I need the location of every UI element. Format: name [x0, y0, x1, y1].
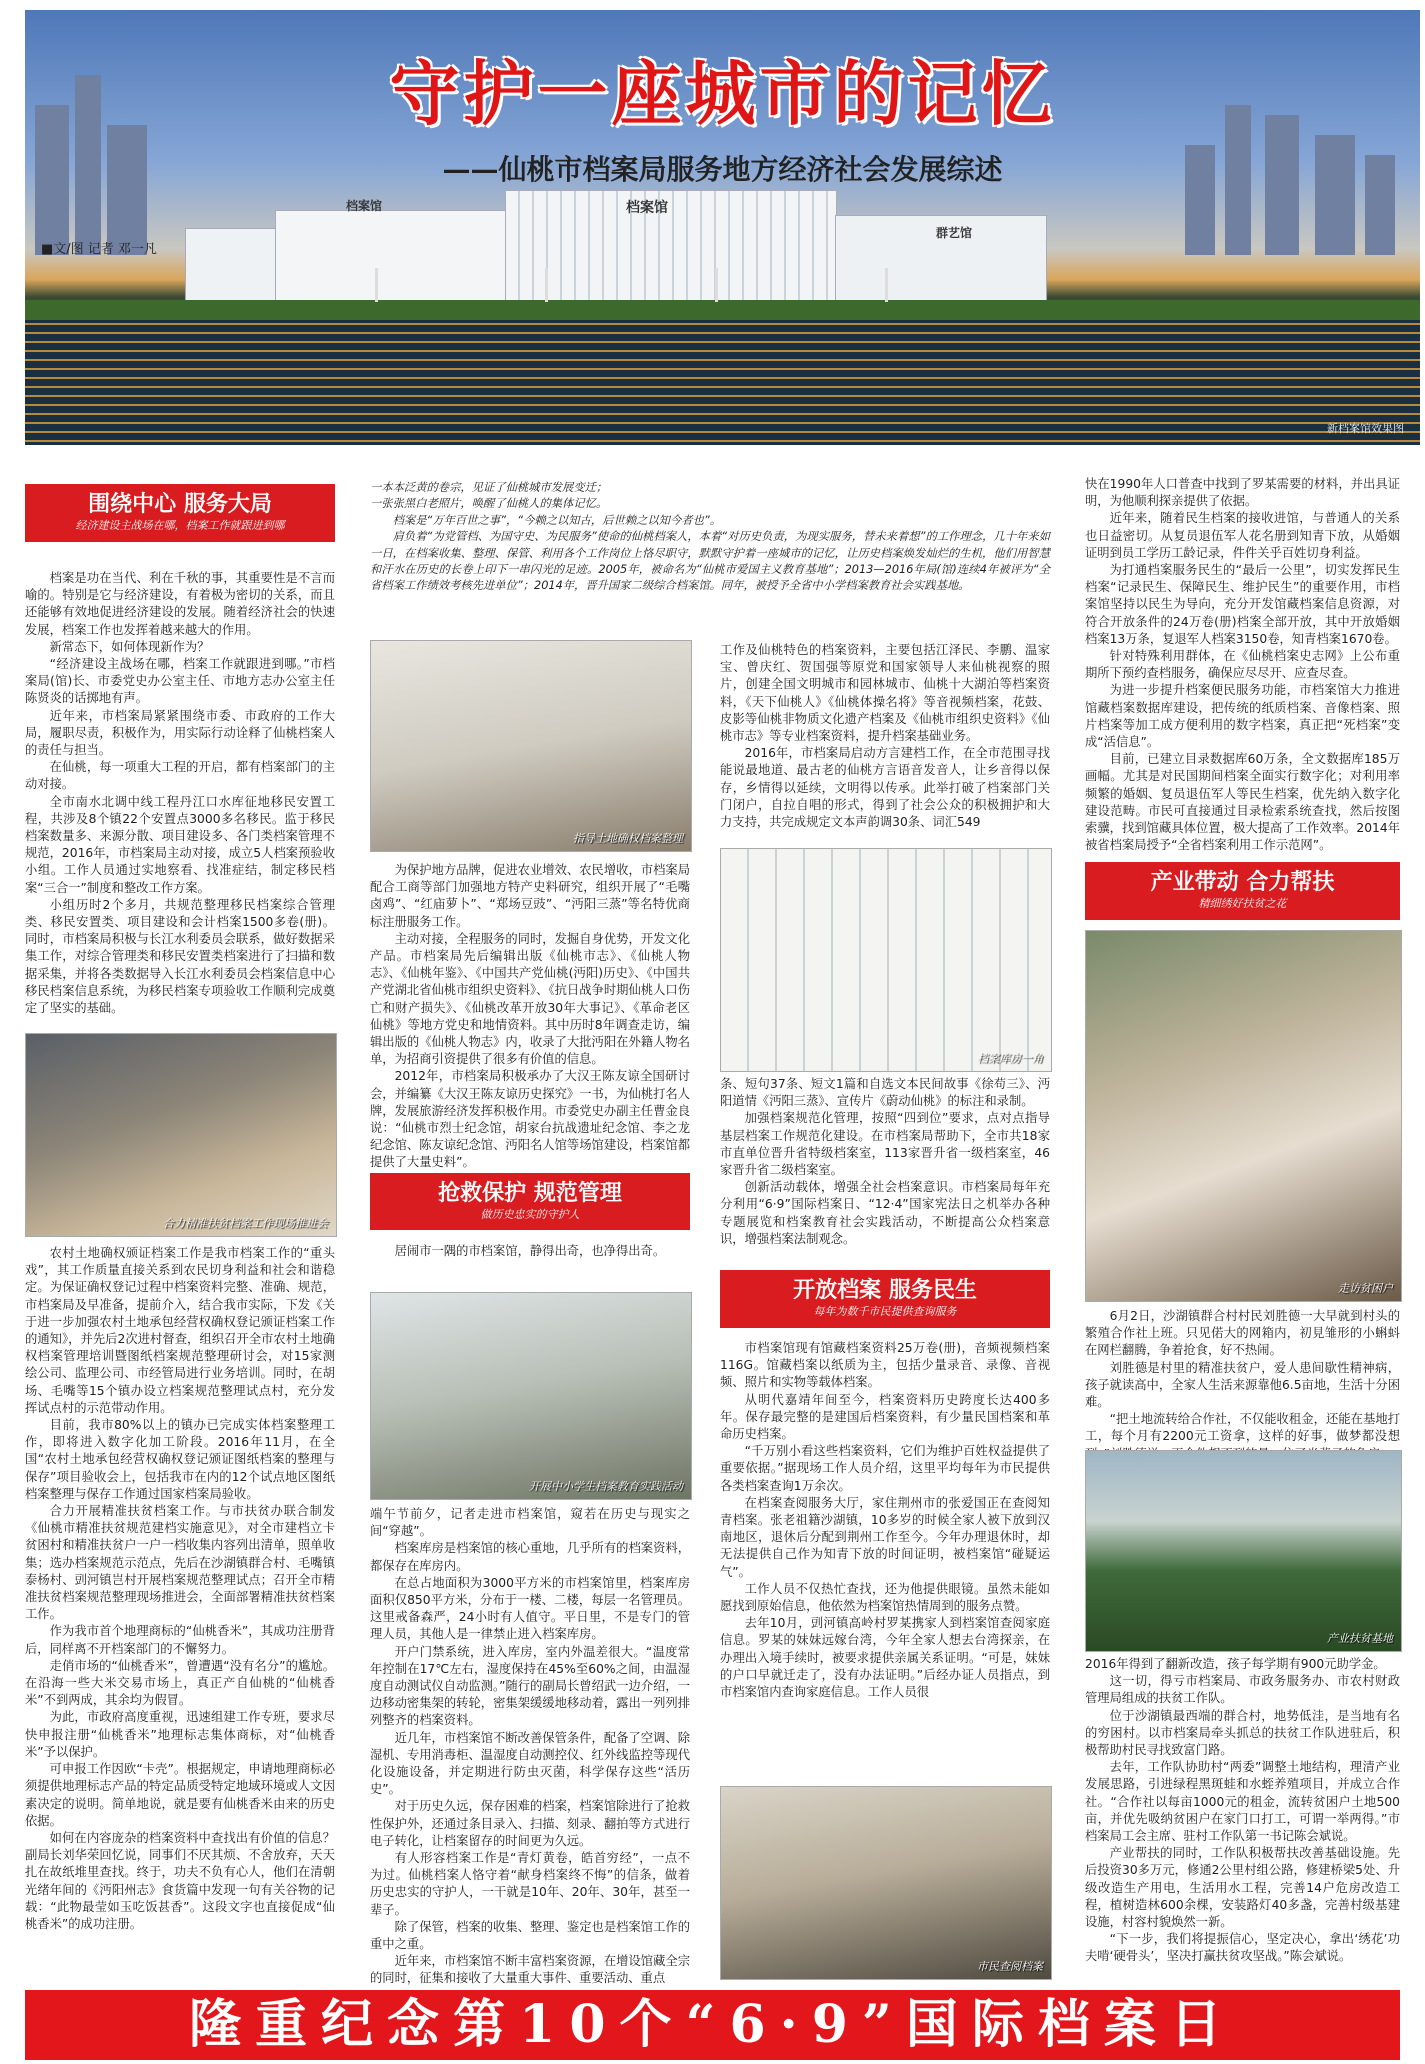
photo-caption: 开展中小学生档案教育实践活动 — [529, 1480, 683, 1493]
section-title: 抢救保护 规范管理 — [438, 1180, 622, 1206]
page-title: 守护一座城市的记忆 — [389, 52, 1056, 135]
paragraph: 这一切，得亏市档案局、市政务服务办、市农村财政管理局组成的扶贫工作队。 — [1085, 1674, 1400, 1706]
article-column-1b — [25, 1245, 335, 1975]
building-sign-main: 档案馆 — [626, 200, 668, 216]
paragraph: 在仙桃，每一项重大工程的开启，都有档案部门的主动对接。 — [25, 760, 335, 792]
photo-caption: 产业扶贫基地 — [1327, 1632, 1393, 1645]
intro-text — [370, 480, 1050, 630]
photo-caption: 市民查阅档案 — [977, 1960, 1043, 1973]
paragraph: 为保护地方品牌，促进农业增效、农民增收，市档案局配合工商等部门加强地方特产史料研究，组织开展了“毛嘴卤鸡”、“红庙萝卜”、“郑场豆豉”、“沔阳三蒸”等名特优商标注册服务工作。 — [370, 863, 690, 929]
section-header-center — [25, 484, 335, 542]
section-title: 产业带动 合力帮扶 — [1150, 869, 1335, 895]
paragraph: “千万别小看这些档案资料，它们为维护百姓权益提供了重要依据。”据现场工作人员介绍，这里平均每年为市民提供各类档案查询1万余次。 — [720, 1444, 1050, 1493]
photo-citizen-query — [720, 1786, 1052, 1980]
paragraph: 在档案查阅服务大厅，家住荆州市的张爱国正在查阅知青档案。张老祖籍沙湖镇，10多岁的时候全家人被下放到汉南地区，退休后分配到荆州工作至今。今年办理退休时，却无法提供自己作为知青下放的时间证明，被档案馆“碰疑运气”。 — [720, 1495, 1050, 1579]
lawn — [25, 300, 1420, 322]
paragraph: 去年10月，剅河镇高岭村罗某携家人到档案馆查阅家庭信息。罗某的妹妹远嫁台湾，今年全家人想去台湾探亲，在办理出入境手续时，被要求提供亲属关系证明。“可是，妹妹的户口早就迁走了，没有办法证明。”后经办证人员指点，到市档案馆内查询家庭信息。工作人员很 — [720, 1616, 1050, 1700]
section-header-rescue — [370, 1173, 690, 1230]
paragraph: 去年，工作队协助村“两委”调整土地结构，理清产业发展思路，引进绿程黑斑蛙和水蛭养殖项目，并成立合作社。“合作社以每亩1000元的租金，流转贫困户土地500亩，并优先吸纳贫困户在家门口打工，可谓一举两得。”市档案局工会主席、驻村工作队第一书记陈会斌说。 — [1085, 1760, 1400, 1844]
street-lamp — [885, 268, 888, 302]
paragraph: 新常态下，如何体现新作为？ — [49, 639, 210, 654]
building-left — [275, 199, 507, 308]
paragraph: 2016年得到了翻新改造，孩子每学期有900元助学金。 — [1085, 1657, 1386, 1671]
paragraph: 从明代嘉靖年间至今，档案资料历史跨度长达400多年。保存最完整的是建国后档案资料，有少量民国档案和革命历史档案。 — [720, 1392, 1050, 1442]
paragraph: “经济建设主战场在哪，档案工作就跟进到哪。”市档案局(馆)长、市委党史办公室主任、市地方志办公室主任陈贤炎的话掷地有声。 — [25, 657, 335, 706]
footer-banner: 隆重纪念第10个“6·9”国际档案日 — [25, 1990, 1400, 2060]
paragraph: 可申报工作因欧“卡壳”。根据规定，申请地理商标必须提供地理标志产品的特定品质受特定地域环境或人文因素决定的说明。简单地说，就是要有仙桃香米由来的历史依据。 — [25, 1762, 335, 1828]
article-column-4c — [1085, 1656, 1400, 1976]
article-column-3a — [720, 642, 1050, 842]
photo-caption: 指导土地确权档案整理 — [573, 832, 683, 845]
paragraph: “下一步，我们将提振信心，坚定决心，拿出‘绣花’功夫啃‘硬骨头’，坚决打赢扶贫攻坚战。”陈会斌说。 — [1085, 1932, 1400, 1964]
paragraph: 工作人员不仅热忙查找，还为他提供眼镜。虽然未能如愿找到原始信息，他依然为档案馆热情周到的服务点赞。 — [720, 1581, 1050, 1614]
paragraph: 档案库房是档案馆的核心重地，几乎所有的档案资料，都保存在库房内。 — [370, 1541, 690, 1573]
paragraph: 位于沙湖镇最西端的群合村，地势低洼，是当地有名的穷困村。以市档案局牵头抓总的扶贫工作队进驻后，积极帮助村民寻找致富门路。 — [1085, 1708, 1400, 1758]
paragraph: 除了保管，档案的收集、整理、鉴定也是档案馆工作的重中之重。 — [370, 1919, 690, 1952]
street-lamp — [545, 268, 548, 302]
paragraph: 市档案馆现有馆藏档案资料25万卷(册)，音频视频档案116G。馆藏档案以纸质为主，包括少量录音、录像、音视频、照片和实物等载体档案。 — [720, 1341, 1050, 1390]
paragraph: 近年来，随着民生档案的接收进馆，与普通人的关系也日益密切。从复员退伍军人花名册到知青下放，从婚姻证明到员工学历工龄记录，件件关乎百姓切身利益。 — [1085, 511, 1400, 560]
paragraph: 如何在内容庞杂的档案资料中查找出有价值的信息？副局长刘华荣回忆说，同事们不厌其烦、不舍放弃，天天扎在故纸堆里查找。终于，功夫不负有心人，他们在清朝光绪年间的《沔阳州志》食货篇中发现一句有关谷物的记载：“此物最莹如玉吃饭甚香”。这段文字也直接促成“仙桃香米”的成功注册。 — [25, 1830, 335, 1931]
paragraph: 近年来，市档案馆不断丰富档案资源，在增设馆藏全宗的同时，征集和接收了大量重大事件、重要活动、重点 — [370, 1954, 690, 1986]
hero-caption: 新档案馆效果图 — [1327, 422, 1404, 435]
paragraph: 2012年，市档案局积极承办了大汉王陈友谅全国研讨会，并编纂《大汉王陈友谅历史探究》一书，为仙桃打名人牌，发展旅游经济发挥积极作用。市委党史办副主任曹金良说：“仙桃市烈士纪念馆，胡家台抗战遗址纪念馆、李之龙纪念馆、陈友谅纪念馆、沔阳名人馆等场馆建设，档案馆都提供了大量史料”。 — [370, 1069, 690, 1170]
paragraph: 6月2日，沙湖镇群合村村民刘胜德一大早就到村头的繁殖合作社上班。只见偌大的网箱内，初見雏形的小蝌蚪在网栏翻腾，争着抢食，好不热闹。 — [1085, 1309, 1400, 1358]
paragraph: “把土地流转给合作社，不仅能收租金，还能在基地打工，每个月有2200元工资拿，这样的好事，做梦都没想 — [1085, 1412, 1400, 1444]
paragraph: 全市南水北调中线工程丹江口水库征地移民安置工程，共涉及8个镇22个安置点3000多名移民。监于移民档案数量多、来源分散、项目建设多、各门类档案管理不规范，2016年，市档案局主动对接，成立5人档案预验收小组。工作人员通过实地察看、找准症结，制定移民档案“三合一”制度和整改工作方案。 — [25, 794, 335, 895]
paragraph: 创新活动载体，增强全社会档案意识。市档案局每年充分利用“6·9”国际档案日、“12·4”国家宪法日之机举办各种专题展览和档案教育社会实践活动，不断提高公众档案意识，增强档案法制观念。 — [720, 1180, 1050, 1246]
photo-poverty-visit — [1085, 930, 1402, 1302]
paragraph: 目前，我市80%以上的镇办已完成实体档案整理工作，即将进入数字化加工阶段。2016年11月，在全国“农村土地承包经营权确权登记颁证图纸档案的整理与保存”项目验收会上，包括我市在内的12个试点地区图纸档案整理与保存工作通过国家档案局验收。 — [25, 1418, 335, 1501]
paragraph: 条、短句37条、短文1篇和自选文本民间故事《徐苟三》、沔阳道情《沔阳三蒸》、宣传片《蔚动仙桃》的标注和录制。 — [720, 1077, 1050, 1109]
street-lamp — [375, 268, 378, 302]
intro-line: 档案是“万年百世之事”，“今赖之以知古，后世赖之以知今者也”。 — [392, 513, 722, 527]
paragraph: 档案是功在当代、利在千秋的事，其重要性是不言而喻的。特别是它与经济建设，有着极为密切的关系，而且还能够有效地促进经济建设的发展。随着经济社会的快速发展，档案工作也发挥着越来越大的作用。 — [25, 571, 335, 637]
paragraph: 合力开展精准扶贫档案工作。与市扶贫办联合制发《仙桃市精准扶贫规范建档实施意见》，对全市建档立卡贫困村和精准扶贫户一户一档收集内容列出清单，照单收集；选办档案规范示范点，先后在沙湖镇群合村、毛嘴镇泰杨村、剅河镇岂村开展档案规范整理试点；召开全市精准扶贫档案规范整理现场推进会，全面部署精准扶贫档案工作。 — [25, 1504, 335, 1622]
paragraph: 农村土地确权颁证档案工作是我市档案工作的“重头戏”，其工作质量直接关系到农民切身利益和社会和谐稳定。为保证确权登记过程中档案资料完整、准确、规范，市档案局及早准备，提前介入，结合我市实际，下发《关于进一步加强农村土地承包经营权确权登记颁证档案工作的通知》，并先后2次进村督查，组织召开全市农村土地确权档案管理培训暨图纸档案规范整理研讨会，对15家测绘公司、监理公司、市经管局进行业务培训。同时，在胡场、毛嘴等15个镇办设立档案规范整理试点村，充分发挥试点村的示范带动作用。 — [25, 1246, 335, 1415]
city-building — [107, 125, 147, 255]
photo-guidance — [370, 640, 692, 852]
article-column-2b — [370, 1506, 690, 1986]
section-subtitle: 做历史忠实的守护人 — [480, 1208, 580, 1221]
building-left-wing — [185, 228, 277, 308]
paragraph: 产业帮扶的同时，工作队积极帮扶改善基础设施。先后投资30多万元，修通2公里村组公路，修建桥梁5处、升级改造生产用电，生活用水工程，完善14户危房改造工程，植树造林600余棵，安装路灯40多盏，完善村级基建设施，村容村貌焕然一新。 — [1085, 1846, 1400, 1930]
intro-line: 一本本泛黄的卷宗，见证了仙桃城市发展变迁； — [370, 481, 608, 494]
paragraph: 工作及仙桃特色的档案资料，主要包括江泽民、李鹏、温家宝、曾庆红、贺国强等原党和国家领导人来仙桃视察的照片，创建全国文明城市和园林城市、仙桃十大湖泊等档案资料，《天下仙桃人》《仙桃体操名将》等音视频档案，花鼓、皮影等仙桃非物质文化遗产档案及《仙桃市组织史资料》《仙桃市志》等专业档案资料，提升档案基础业务。 — [720, 643, 1050, 744]
photo-students — [370, 1292, 692, 1500]
page-subtitle: ——仙桃市档案局服务地方经济社会发展综述 — [442, 153, 1003, 186]
section-header-open — [720, 1270, 1050, 1328]
section-header-industry — [1085, 862, 1400, 920]
photo-industry-base — [1085, 1450, 1402, 1652]
paragraph: 走俏市场的“仙桃香米”，曾遭遇“没有名分”的尴尬。在沿海一些大米交易市场上，真正产自仙桃的“仙桃香米”不到两成，其余均为假冒。 — [25, 1658, 335, 1708]
paragraph: 有人形容档案工作是“青灯黄卷，皓首穷经”，一点不为过。仙桃档案人恪守着“献身档案终不悔”的信条，做着历史忠实的守护人，一干就是10年、20年、30年，甚至一辈子。 — [370, 1851, 690, 1917]
photo-caption: 合力精准扶贫档案工作现场推进会 — [163, 1217, 328, 1230]
paragraph: 近几年，市档案馆不断改善保管条件，配备了空调、除湿机、专用消毒柜、温湿度自动测控仪、红外线监控等现代化设施设备，并定期进行防虫灭菌，科学保存这些“活历史”。 — [370, 1730, 690, 1797]
paragraph: 对于历史久远，保存困难的档案，档案馆除进行了抢救性保护外，还通过条目录入、扫描、刻录、翻拍等方式进行电子转化，让档案留存的时间更为久远。 — [370, 1799, 690, 1848]
paragraph: 针对特殊利用群体，在《仙桃档案史志网》上公布重期所下预约查档服务，确保应尽尽开、应查尽查。 — [1085, 649, 1400, 681]
photo-caption: 走访贫困户 — [1338, 1282, 1393, 1295]
paragraph: 快在1990年人口普查中找到了罗某需要的材料，并出具证明，为他顺利探亲提供了依据。 — [1085, 477, 1400, 509]
river-reflection — [25, 320, 1420, 445]
building-right — [835, 215, 1047, 308]
paragraph: 小组历时2个多月，共规范整理移民档案综合管理类、移民安置类、项目建设和会计档案1500多卷(册)。同时，市档案局积极与长江水利委员会联系，做好数据采集工作，对综合管理类和移民安置类档案进行了扫描和数据采集，并将各类数据导入长江水利委员会档案信息中心移民档案信息系统，为移民档案专项验收工作顺利完成奠定了坚实的基础。 — [25, 897, 335, 1016]
article-column-2b-head — [370, 1243, 690, 1283]
building-sign-left: 档案馆 — [346, 199, 383, 213]
paragraph: 主动对接，全程服务的同时，发掘自身优势，开发文化产品。市档案局先后编辑出版《仙桃市志》、《仙桃人物志》、《仙桃年鉴》、《中国共产党仙桃(沔阳)历史》、《中国共产党湖北省仙桃市组织史资料》、《抗日战争时期仙桃人口伤亡和财产损失》、《仙桃改革开放30年大事记》、《革命老区仙桃》等地方党史和地情资料。其中历时8年调查走访，编辑出版的《仙桃人物志》内，收录了大批沔阳在外籍人物名单，为招商引资提供了很多有价值的信息。 — [370, 931, 690, 1067]
intro-line: 一张张黑白老照片，唤醒了仙桃人的集体记忆。 — [370, 497, 608, 511]
article-column-3b — [720, 1076, 1050, 1261]
article-column-2a — [370, 862, 690, 1170]
section-subtitle: 精细绣好扶贫之花 — [1198, 897, 1287, 910]
hero-banner — [25, 10, 1420, 445]
intro-line: 肩负着“为党管档、为国守史、为民服务”使命的仙桃档案人，本着“对历史负责，为现实服务，替未来着想”的工作理念，几十年来如一日，在档案收集、整理、保管、利用各个工作岗位上恪尽职守，默默守护着一座城市的记忆，让历史档案焕发灿烂的生机，他们用智慧和汗水在历史的长卷上印下一串闪光的足迹。2005年，被命名为“仙桃市爱国主义教育基地”；2013—2016年局(馆)连续4年被评为“全省档案工作绩效考核先进单位”；2014年，晋升国家二级综合档案馆。同年，被授予全省中小学档案教育社会实践基地。 — [370, 530, 1050, 593]
paragraph: 加强档案规范化管理，按照“四到位”要求，点对点指导基层档案工作规范化建设。在市档案局帮助下，全市共18家市直单位晋升省特级档案室，113家晋升省一级档案室，46家晋升省二级档案室。 — [720, 1111, 1050, 1178]
photo-archive-shelves — [720, 848, 1052, 1072]
paragraph: 近年来，市档案局紧紧围绕市委、市政府的工作大局，履职尽责，积极作为，用实际行动诠释了仙桃档案人的责任与担当。 — [25, 708, 335, 758]
paragraph: 作为我市首个地理商标的“仙桃香米”，其成功注册背后，同样离不开档案部门的不懈努力。 — [25, 1624, 335, 1656]
paragraph: 居闹市一隅的市档案馆，静得出奇，也净得出奇。 — [394, 1244, 666, 1258]
paragraph: 目前，已建立目录数据库60万条，全文数据库185万画幅。尤其是对民国期间档案全面实行数字化；对利用率频繁的婚姻、复员退伍军人等民生档案，优先纳入数字化建设范畴。市民可直接通过目录检索系统查找，然后按图索骥，找到馆藏具体位置，极大提高了工作效率。2014年被省档案局授予“全省档案利用工作示范网”。 — [1085, 752, 1400, 853]
paragraph: 为进一步提升档案便民服务功能，市档案馆大力推进馆藏档案数据库建设，把传统的纸质档案、音像档案、照片档案等加工成方便利用的数字档案，真正把“死档案”变成“活信息”。 — [1085, 683, 1400, 750]
paragraph: 为打通档案服务民生的“最后一公里”，切实发挥民生档案“记录民生、保障民生、维护民生”的重要作用，市档案馆坚持以民生为导向，充分开发馆藏档案信息资源，对符合开放条件的24万卷(册)档案全部开放，其中开放婚姻档案13万条，复退军人档案3150卷，知青档案1670卷。 — [1085, 563, 1400, 646]
building-sign-right: 群艺馆 — [936, 226, 973, 240]
byline: ■文/图 记者 邓一凡 — [41, 242, 157, 257]
article-column-3c — [720, 1340, 1050, 1778]
building-main — [505, 190, 837, 308]
photo-caption: 档案库房一角 — [977, 1052, 1043, 1065]
photo-meeting — [25, 1033, 337, 1237]
section-subtitle: 每年为数千市民提供查询服务 — [813, 1305, 957, 1318]
paragraph: 开户门禁系统，进入库房，室内外温差很大。“温度常年控制在17℃左右，湿度保持在45%至60%之间，由温湿度自动测试仪自动监测。”随行的副局长曾绍武一边介绍，一边移动密集架的转轮，密集架缓缓地移动着，露出一列列排列整齐的档案资料。 — [370, 1644, 690, 1728]
section-title: 围绕中心 服务大局 — [88, 491, 272, 517]
paragraph: 2016年，市档案局启动方言建档工作，在全市范围寻找能说最地道、最古老的仙桃方言语音发音人，让乡音得以保存，乡情得以延续，文明得以传承。此举打破了档案部门关门闭户，自拉自唱的形式，得到了社会公众的积极拥护和大力支持，共完成规定文本声韵调30条、词汇549 — [720, 746, 1050, 830]
section-subtitle: 经济建设主战场在哪，档案工作就跟进到哪 — [75, 519, 285, 532]
paragraph: 刘胜德是村里的精准扶贫户，爱人患间歇性精神病，孩子就读高中，全家人生活来源靠他6.5亩地，生活十分困难。 — [1085, 1360, 1400, 1410]
article-column-4b — [1085, 1308, 1400, 1443]
paragraph: 为此，市政府高度重视，迅速组建工作专班，要求尽快申报注册“仙桃香米”地理标志集体商标，对“仙桃香米”予以保护。 — [25, 1710, 335, 1759]
article-column-4a — [1085, 476, 1400, 851]
article-column-1a — [25, 570, 335, 1016]
street-lamp — [715, 268, 718, 302]
paragraph: 端午节前夕，记者走进市档案馆，窥若在历史与现实之间“穿越”。 — [370, 1507, 690, 1539]
paragraph: 在总占地面积为3000平方米的市档案馆里，档案库房面积仅850平方米，分布于一楼、二楼，每层一名管理员。这里戒备森严，24小时有人值守。平日里，不是专门的管理人员，其他人是一律禁止进入档案库房。 — [370, 1575, 690, 1642]
section-title: 开放档案 服务民生 — [793, 1277, 977, 1303]
